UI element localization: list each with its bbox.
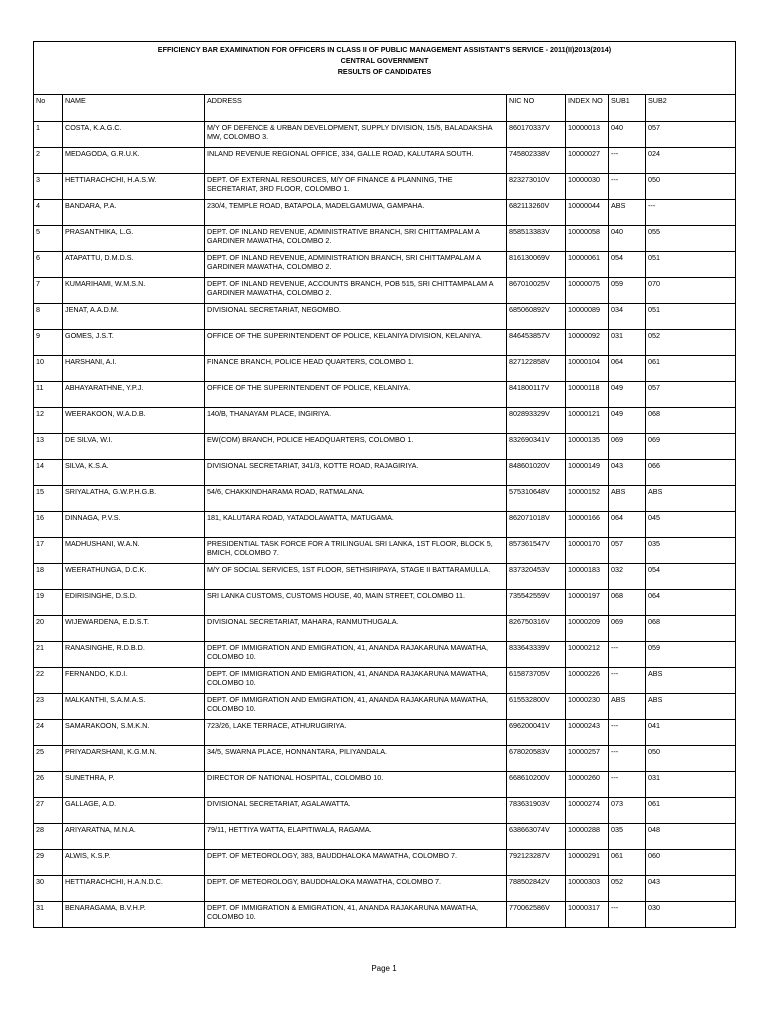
cell-no: 25	[34, 746, 63, 772]
cell-nic: 841800117V	[507, 382, 566, 408]
cell-sub1: 069	[609, 616, 646, 642]
cell-index: 10000183	[566, 564, 609, 590]
cell-index: 10000044	[566, 200, 609, 226]
cell-no: 24	[34, 720, 63, 746]
cell-no: 20	[34, 616, 63, 642]
cell-no: 11	[34, 382, 63, 408]
table-row	[34, 356, 736, 382]
cell-name: EDIRISINGHE, D.S.D.	[63, 590, 205, 616]
cell-index: 10000121	[566, 408, 609, 434]
cell-sub2: ABS	[646, 486, 736, 512]
cell-nic: 832690341V	[507, 434, 566, 460]
cell-name: WEERATHUNGA, D.C.K.	[63, 564, 205, 590]
cell-index: 10000027	[566, 148, 609, 174]
cell-index: 10000209	[566, 616, 609, 642]
table-row	[34, 226, 736, 252]
column-header-row	[34, 95, 736, 122]
cell-name: ABHAYARATHNE, Y.P.J.	[63, 382, 205, 408]
cell-nic: 745802338V	[507, 148, 566, 174]
cell-index: 10000166	[566, 512, 609, 538]
cell-sub1: ABS	[609, 694, 646, 720]
cell-sub2: 055	[646, 226, 736, 252]
cell-sub2: 069	[646, 434, 736, 460]
cell-sub1: 032	[609, 564, 646, 590]
table-row	[34, 616, 736, 642]
cell-no: 27	[34, 798, 63, 824]
cell-no: 9	[34, 330, 63, 356]
cell-no: 8	[34, 304, 63, 330]
cell-sub2: 052	[646, 330, 736, 356]
cell-sub2: 031	[646, 772, 736, 798]
cell-sub2: ABS	[646, 694, 736, 720]
cell-sub1: ---	[609, 902, 646, 928]
cell-sub2: 045	[646, 512, 736, 538]
cell-sub2: 041	[646, 720, 736, 746]
cell-index: 10000317	[566, 902, 609, 928]
column-header-sub1: SUB1	[609, 95, 646, 122]
cell-nic: 848601020V	[507, 460, 566, 486]
cell-name: HARSHANI, A.I.	[63, 356, 205, 382]
cell-index: 10000243	[566, 720, 609, 746]
cell-sub1: 052	[609, 876, 646, 902]
table-row	[34, 148, 736, 174]
table-row	[34, 512, 736, 538]
cell-sub1: 061	[609, 850, 646, 876]
table-row	[34, 798, 736, 824]
table-row	[34, 772, 736, 798]
cell-sub1: 064	[609, 512, 646, 538]
cell-address: DEPT. OF METEOROLOGY, BAUDDHALOKA MAWATHA, COLOMBO 7.	[205, 876, 507, 902]
results-table	[33, 41, 736, 928]
cell-no: 16	[34, 512, 63, 538]
cell-sub1: ---	[609, 668, 646, 694]
cell-sub1: 054	[609, 252, 646, 278]
table-row	[34, 694, 736, 720]
cell-sub2: 059	[646, 642, 736, 668]
cell-sub2: 068	[646, 408, 736, 434]
cell-nic: 788502842V	[507, 876, 566, 902]
cell-index: 10000149	[566, 460, 609, 486]
page-number: Page 1	[371, 964, 397, 973]
cell-sub2: 057	[646, 122, 736, 148]
table-row	[34, 590, 736, 616]
cell-address: DEPT. OF METEOROLOGY, 383, BAUDDHALOKA MAWATHA, COLOMBO 7.	[205, 850, 507, 876]
cell-sub2: 035	[646, 538, 736, 564]
cell-index: 10000013	[566, 122, 609, 148]
cell-index: 10000288	[566, 824, 609, 850]
cell-no: 14	[34, 460, 63, 486]
cell-index: 10000118	[566, 382, 609, 408]
cell-address: 140/B, THANAYAM PLACE, INGIRIYA.	[205, 408, 507, 434]
cell-sub1: 040	[609, 122, 646, 148]
cell-name: RANASINGHE, R.D.B.D.	[63, 642, 205, 668]
cell-index: 10000230	[566, 694, 609, 720]
cell-name: WIJEWARDENA, E.D.S.T.	[63, 616, 205, 642]
cell-sub1: 057	[609, 538, 646, 564]
cell-no: 1	[34, 122, 63, 148]
cell-sub1: ---	[609, 720, 646, 746]
title-line-2: CENTRAL GOVERNMENT	[340, 56, 429, 65]
cell-no: 15	[34, 486, 63, 512]
cell-address: EW(COM) BRANCH, POLICE HEADQUARTERS, COLOMBO 1.	[205, 434, 507, 460]
cell-no: 17	[34, 538, 63, 564]
cell-name: KUMARIHAMI, W.M.S.N.	[63, 278, 205, 304]
cell-address: FINANCE BRANCH, POLICE HEAD QUARTERS, COLOMBO 1.	[205, 356, 507, 382]
table-row	[34, 564, 736, 590]
cell-index: 10000260	[566, 772, 609, 798]
cell-nic: 792123287V	[507, 850, 566, 876]
cell-sub2: 060	[646, 850, 736, 876]
title-line-3: RESULTS OF CANDIDATES	[337, 67, 432, 76]
cell-name: BENARAGAMA, B.V.H.P.	[63, 902, 205, 928]
cell-sub2: ---	[646, 200, 736, 226]
cell-index: 10000092	[566, 330, 609, 356]
cell-nic: 682113260V	[507, 200, 566, 226]
column-header-sub2: SUB2	[646, 95, 736, 122]
cell-sub1: 073	[609, 798, 646, 824]
cell-sub2: 068	[646, 616, 736, 642]
cell-address: 181, KALUTARA ROAD, YATADOLAWATTA, MATUGAMA.	[205, 512, 507, 538]
table-row	[34, 486, 736, 512]
cell-nic: 862071018V	[507, 512, 566, 538]
cell-nic: 638663074V	[507, 824, 566, 850]
table-row	[34, 642, 736, 668]
cell-address: SRI LANKA CUSTOMS, CUSTOMS HOUSE, 40, MAIN STREET, COLOMBO 11.	[205, 590, 507, 616]
cell-nic: 837320453V	[507, 564, 566, 590]
cell-no: 5	[34, 226, 63, 252]
table-row	[34, 278, 736, 304]
cell-address: INLAND REVENUE REGIONAL OFFICE, 334, GALLE ROAD, KALUTARA SOUTH.	[205, 148, 507, 174]
cell-index: 10000212	[566, 642, 609, 668]
cell-sub2: 050	[646, 174, 736, 200]
cell-index: 10000152	[566, 486, 609, 512]
table-row	[34, 304, 736, 330]
cell-address: OFFICE OF THE SUPERINTENDENT OF POLICE, KELANIYA DIVISION, KELANIYA.	[205, 330, 507, 356]
cell-sub1: 068	[609, 590, 646, 616]
cell-nic: 858513383V	[507, 226, 566, 252]
cell-name: COSTA, K.A.G.C.	[63, 122, 205, 148]
cell-nic: 783631903V	[507, 798, 566, 824]
cell-index: 10000274	[566, 798, 609, 824]
table-row	[34, 382, 736, 408]
cell-name: MADHUSHANI, W.A.N.	[63, 538, 205, 564]
table-row	[34, 850, 736, 876]
cell-name: HETTIARACHCHI, H.A.N.D.C.	[63, 876, 205, 902]
title-line-1: EFFICIENCY BAR EXAMINATION FOR OFFICERS IN CLASS II OF PUBLIC MANAGEMENT ASSISTANT'S SERVICE - 2011(II)2013(2014)	[157, 45, 612, 54]
cell-nic: 816130069V	[507, 252, 566, 278]
cell-address: 230/4, TEMPLE ROAD, BATAPOLA, MADELGAMUWA, GAMPAHA.	[205, 200, 507, 226]
cell-no: 7	[34, 278, 63, 304]
cell-address: DEPT. OF IMMIGRATION AND EMIGRATION, 41, ANANDA RAJAKARUNA MAWATHA, COLOMBO 10.	[205, 668, 507, 694]
table-title	[34, 42, 736, 95]
cell-name: GOMES, J.S.T.	[63, 330, 205, 356]
cell-index: 10000197	[566, 590, 609, 616]
table-row	[34, 460, 736, 486]
cell-nic: 846453857V	[507, 330, 566, 356]
cell-index: 10000061	[566, 252, 609, 278]
cell-sub1: ---	[609, 148, 646, 174]
cell-nic: 696200041V	[507, 720, 566, 746]
cell-sub1: 031	[609, 330, 646, 356]
cell-address: DEPT. OF IMMIGRATION AND EMIGRATION, 41, ANANDA RAJAKARUNA MAWATHA, COLOMBO 10.	[205, 642, 507, 668]
cell-nic: 823273010V	[507, 174, 566, 200]
cell-name: GALLAGE, A.D.	[63, 798, 205, 824]
cell-sub1: 059	[609, 278, 646, 304]
cell-no: 23	[34, 694, 63, 720]
cell-address: OFFICE OF THE SUPERINTENDENT OF POLICE, KELANIYA.	[205, 382, 507, 408]
cell-no: 29	[34, 850, 63, 876]
cell-sub1: 040	[609, 226, 646, 252]
cell-sub1: 064	[609, 356, 646, 382]
cell-no: 6	[34, 252, 63, 278]
cell-name: ALWIS, K.S.P.	[63, 850, 205, 876]
cell-sub1: 034	[609, 304, 646, 330]
cell-no: 10	[34, 356, 63, 382]
cell-address: DEPT. OF INLAND REVENUE, ACCOUNTS BRANCH, POB 515, SRI CHITTAMPALAM A GARDINER MAWATHA, COLOMBO 2.	[205, 278, 507, 304]
cell-nic: 770062586V	[507, 902, 566, 928]
cell-address: PRESIDENTIAL TASK FORCE FOR A TRILINGUAL SRI LANKA, 1ST FLOOR, BLOCK 5, BMICH, COLOMBO 7.	[205, 538, 507, 564]
cell-sub2: 066	[646, 460, 736, 486]
table-row	[34, 902, 736, 928]
cell-address: DIVISIONAL SECRETARIAT, MAHARA, RANMUTHUGALA.	[205, 616, 507, 642]
table-row	[34, 122, 736, 148]
table-row	[34, 330, 736, 356]
cell-name: ARIYARATNA, M.N.A.	[63, 824, 205, 850]
cell-no: 4	[34, 200, 63, 226]
column-header-no: No	[34, 95, 63, 122]
cell-address: DEPT. OF INLAND REVENUE, ADMINISTRATION BRANCH, SRI CHITTAMPALAM A GARDINER MAWATHA, COLOMBO 2.	[205, 252, 507, 278]
table-row	[34, 746, 736, 772]
cell-index: 10000058	[566, 226, 609, 252]
cell-index: 10000104	[566, 356, 609, 382]
cell-sub2: 048	[646, 824, 736, 850]
cell-nic: 575310648V	[507, 486, 566, 512]
cell-sub2: 057	[646, 382, 736, 408]
cell-address: DEPT. OF IMMIGRATION AND EMIGRATION, 41, ANANDA RAJAKARUNA MAWATHA, COLOMBO 10.	[205, 694, 507, 720]
cell-address: M/Y OF SOCIAL SERVICES, 1ST FLOOR, SETHSIRIPAYA, STAGE II BATTARAMULLA.	[205, 564, 507, 590]
cell-address: DIVISIONAL SECRETARIAT, NEGOMBO.	[205, 304, 507, 330]
cell-sub2: 030	[646, 902, 736, 928]
cell-address: M/Y OF DEFENCE & URBAN DEVELOPMENT, SUPPLY DIVISION, 15/5, BALADAKSHA MW, COLOMBO 3.	[205, 122, 507, 148]
cell-address: DEPT. OF INLAND REVENUE, ADMINISTRATIVE BRANCH, SRI CHITTAMPALAM A GARDINER MAWATHA, COLOMBO 2.	[205, 226, 507, 252]
cell-no: 19	[34, 590, 63, 616]
cell-name: JENAT, A.A.D.M.	[63, 304, 205, 330]
cell-nic: 833643339V	[507, 642, 566, 668]
cell-no: 12	[34, 408, 63, 434]
cell-sub2: 064	[646, 590, 736, 616]
cell-sub1: ---	[609, 642, 646, 668]
cell-sub2: 054	[646, 564, 736, 590]
table-row	[34, 538, 736, 564]
cell-sub1: 049	[609, 382, 646, 408]
cell-name: PRASANTHIKA, L.G.	[63, 226, 205, 252]
cell-address: 34/5, SWARNA PLACE, HONNANTARA, PILIYANDALA.	[205, 746, 507, 772]
cell-nic: 826750316V	[507, 616, 566, 642]
table-row	[34, 720, 736, 746]
cell-nic: 678020583V	[507, 746, 566, 772]
cell-sub1: ---	[609, 772, 646, 798]
cell-sub1: 043	[609, 460, 646, 486]
cell-nic: 615532800V	[507, 694, 566, 720]
cell-no: 30	[34, 876, 63, 902]
table-row	[34, 668, 736, 694]
cell-name: SILVA, K.S.A.	[63, 460, 205, 486]
cell-address: 723/26, LAKE TERRACE, ATHURUGIRIYA.	[205, 720, 507, 746]
cell-name: SUNETHRA, P.	[63, 772, 205, 798]
table-row	[34, 252, 736, 278]
column-header-nic: NIC NO	[507, 95, 566, 122]
cell-name: DE SILVA, W.I.	[63, 434, 205, 460]
cell-address: 79/11, HETTIYA WATTA, ELAPITIWALA, RAGAMA.	[205, 824, 507, 850]
cell-sub2: ABS	[646, 668, 736, 694]
cell-nic: 860170337V	[507, 122, 566, 148]
column-header-address: ADDRESS	[205, 95, 507, 122]
table-row	[34, 434, 736, 460]
cell-address: DEPT. OF EXTERNAL RESOURCES, M/Y OF FINANCE & PLANNING, THE SECRETARIAT, 3RD FLOOR, COLOMBO 1.	[205, 174, 507, 200]
cell-no: 2	[34, 148, 63, 174]
cell-address: DIVISIONAL SECRETARIAT, 341/3, KOTTE ROAD, RAJAGIRIYA.	[205, 460, 507, 486]
cell-sub2: 051	[646, 252, 736, 278]
cell-name: ATAPATTU, D.M.D.S.	[63, 252, 205, 278]
cell-index: 10000303	[566, 876, 609, 902]
cell-address: 54/6, CHAKKINDHARAMA ROAD, RATMALANA.	[205, 486, 507, 512]
cell-nic: 615873705V	[507, 668, 566, 694]
cell-name: WEERAKOON, W.A.D.B.	[63, 408, 205, 434]
cell-index: 10000170	[566, 538, 609, 564]
table-row	[34, 876, 736, 902]
cell-nic: 668610200V	[507, 772, 566, 798]
cell-sub2: 024	[646, 148, 736, 174]
cell-name: HETTIARACHCHI, H.A.S.W.	[63, 174, 205, 200]
cell-address: DIRECTOR OF NATIONAL HOSPITAL, COLOMBO 10.	[205, 772, 507, 798]
table-row	[34, 824, 736, 850]
cell-no: 18	[34, 564, 63, 590]
cell-index: 10000089	[566, 304, 609, 330]
cell-name: FERNANDO, K.D.I.	[63, 668, 205, 694]
table-row	[34, 174, 736, 200]
column-header-index: INDEX NO	[566, 95, 609, 122]
cell-name: PRIYADARSHANI, K.G.M.N.	[63, 746, 205, 772]
cell-sub2: 043	[646, 876, 736, 902]
cell-name: BANDARA, P.A.	[63, 200, 205, 226]
cell-index: 10000030	[566, 174, 609, 200]
cell-no: 28	[34, 824, 63, 850]
cell-nic: 685060892V	[507, 304, 566, 330]
cell-nic: 827122858V	[507, 356, 566, 382]
cell-sub2: 061	[646, 356, 736, 382]
cell-no: 26	[34, 772, 63, 798]
cell-name: DINNAGA, P.V.S.	[63, 512, 205, 538]
cell-no: 21	[34, 642, 63, 668]
cell-sub2: 050	[646, 746, 736, 772]
cell-no: 3	[34, 174, 63, 200]
cell-sub1: ABS	[609, 486, 646, 512]
cell-sub1: ---	[609, 746, 646, 772]
cell-sub1: 069	[609, 434, 646, 460]
cell-no: 22	[34, 668, 63, 694]
cell-name: MEDAGODA, G.R.U.K.	[63, 148, 205, 174]
table-row	[34, 200, 736, 226]
cell-name: MALKANTHI, S.A.M.A.S.	[63, 694, 205, 720]
cell-name: SAMARAKOON, S.M.K.N.	[63, 720, 205, 746]
cell-sub1: ---	[609, 174, 646, 200]
cell-sub2: 070	[646, 278, 736, 304]
cell-index: 10000226	[566, 668, 609, 694]
cell-address: DIVISIONAL SECRETARIAT, AGALAWATTA.	[205, 798, 507, 824]
cell-index: 10000291	[566, 850, 609, 876]
cell-nic: 857361547V	[507, 538, 566, 564]
cell-sub2: 061	[646, 798, 736, 824]
cell-no: 31	[34, 902, 63, 928]
cell-index: 10000135	[566, 434, 609, 460]
cell-sub1: 049	[609, 408, 646, 434]
cell-nic: 735542559V	[507, 590, 566, 616]
cell-sub1: ABS	[609, 200, 646, 226]
cell-no: 13	[34, 434, 63, 460]
column-header-name: NAME	[63, 95, 205, 122]
cell-nic: 802893329V	[507, 408, 566, 434]
cell-nic: 867010025V	[507, 278, 566, 304]
cell-name: SRIYALATHA, G.W.P.H.G.B.	[63, 486, 205, 512]
cell-address: DEPT. OF IMMIGRATION & EMIGRATION, 41, ANANDA RAJAKARUNA MAWATHA, COLOMBO 10.	[205, 902, 507, 928]
cell-sub1: 035	[609, 824, 646, 850]
table-row	[34, 408, 736, 434]
cell-index: 10000257	[566, 746, 609, 772]
cell-index: 10000075	[566, 278, 609, 304]
cell-sub2: 051	[646, 304, 736, 330]
